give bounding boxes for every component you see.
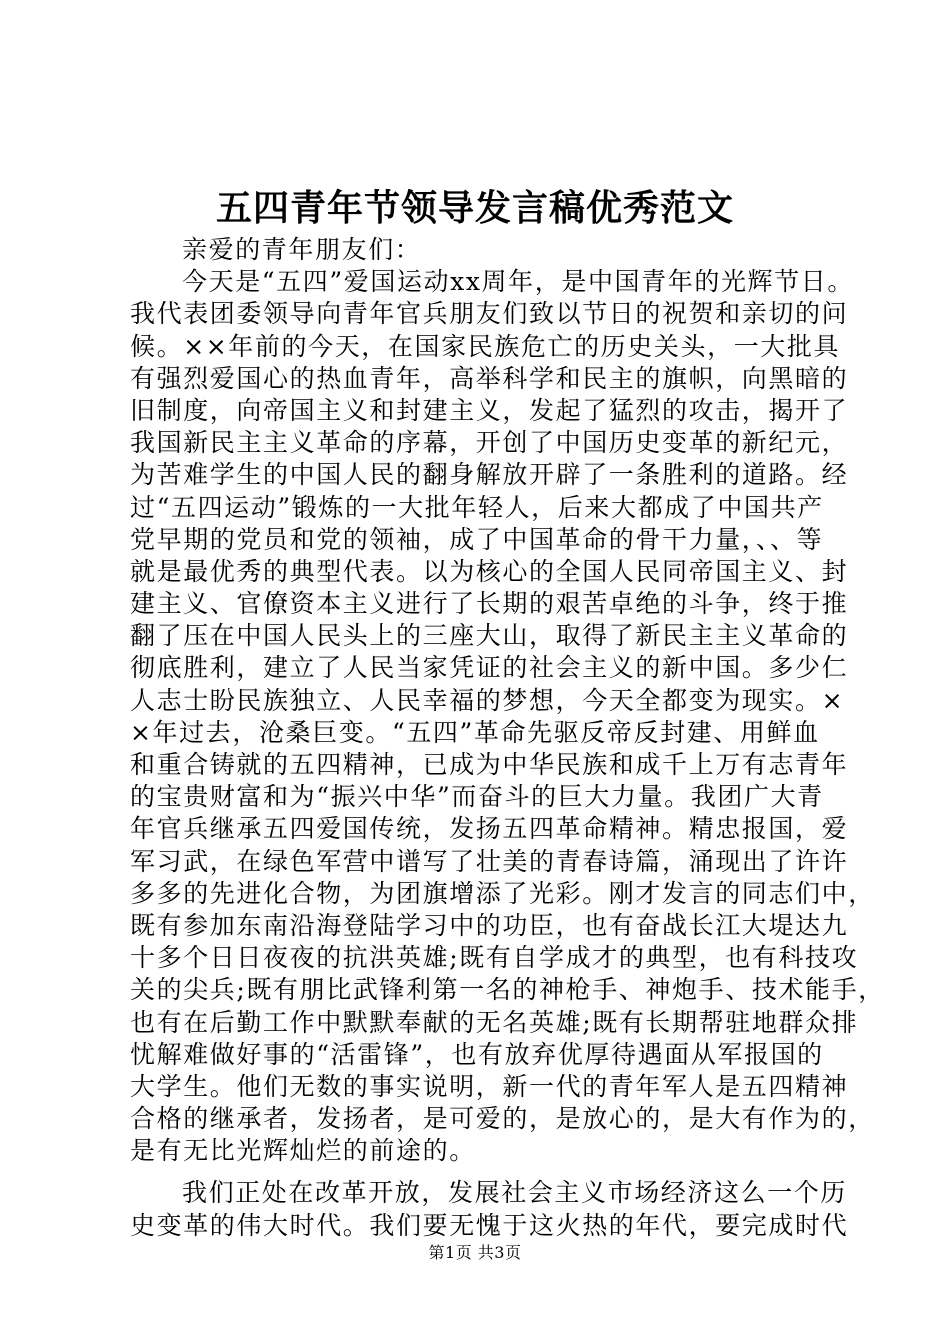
text-line: 也有在后勤工作中默默奉献的无名英雄;既有长期帮驻地群众排: [130, 1007, 859, 1037]
text-line: 翻了压在中国人民头上的三座大山，取得了新民主主义革命的: [130, 621, 849, 651]
text-line: 建主义、官僚资本主义进行了长期的艰苦卓绝的斗争，终于推: [130, 589, 849, 619]
text-line: 年官兵继承五四爱国传统，发扬五四革命精神。精忠报国，爱: [130, 814, 849, 844]
text-line: 为苦难学生的中国人民的翻身解放开辟了一条胜利的道路。经: [130, 460, 849, 490]
text-line: 我代表团委领导向青年官兵朋友们致以节日的祝贺和亲切的问: [130, 299, 849, 329]
text-line: 我们正处在改革开放，发展社会主义市场经济这么一个历: [182, 1178, 848, 1208]
text-line: 合格的继承者，发扬者，是可爱的，是放心的，是大有作为的，: [130, 1104, 875, 1134]
paragraph-2: [130, 1177, 849, 1241]
text-line: 过“五四运动”锻炼的一大批年轻人，后来大都成了中国共产: [130, 492, 824, 522]
text-line: ×年过去，沧桑巨变。“五四”革命先驱反帝反封建、用鲜血: [130, 717, 820, 747]
text-line: 彻底胜利，建立了人民当家凭证的社会主义的新中国。多少仁: [130, 653, 849, 683]
document-body: [130, 234, 885, 1242]
text-line: 是有无比光辉灿烂的前途的。: [130, 1136, 476, 1166]
text-line: 既有参加东南沿海登陆学习中的功臣，也有奋战长江大堤达九: [130, 910, 849, 940]
text-line: 旧制度，向帝国主义和封建主义，发起了猛烈的攻击，揭开了: [130, 395, 849, 425]
text-line: 多多的先进化合物，为团旗增添了光彩。刚才发言的同志们中，: [130, 878, 875, 908]
paragraph-1: [130, 266, 885, 1167]
text-line: 史变革的伟大时代。我们要无愧于这火热的年代，要完成时代: [130, 1210, 849, 1240]
text-line: 和重合铸就的五四精神，已成为中华民族和成千上万有志青年: [130, 750, 849, 779]
document-title: 五四青年节领导发言稿优秀范文: [215, 187, 734, 229]
text-line: 关的尖兵;既有朋比武锋利第一名的神枪手、神炮手、技术能手，: [130, 975, 885, 1005]
text-line: 大学生。他们无数的事实说明，新一代的青年军人是五四精神: [130, 1071, 849, 1101]
text-line: 忧解难做好事的“活雷锋”，也有放弃优厚待遇面从军报国的: [130, 1039, 824, 1069]
text-line: 的宝贵财富和为“振兴中华”而奋斗的巨大力量。我团广大青: [130, 782, 824, 812]
text-line: 军习武，在绿色军营中谱写了壮美的青春诗篇，涌现出了许许: [130, 846, 849, 876]
paragraph-gap: [130, 1167, 840, 1177]
text-line: 我国新民主主义革命的序幕，开创了中国历史变革的新纪元，: [130, 428, 849, 458]
text-line: 人志士盼民族独立、人民幸福的梦想，今天全都变为现实。×: [130, 685, 845, 715]
text-line: 十多个日日夜夜的抗洪英雄;既有自学成才的典型，也有科技攻: [130, 943, 859, 973]
text-line: 有强烈爱国心的热血青年，高举科学和民主的旗帜，向黑暗的: [130, 363, 849, 393]
page-footer: 第1页 共3页: [428, 1243, 522, 1262]
text-line: 候。××年前的今天，在国家民族危亡的历史关头，一大批具: [130, 331, 841, 361]
text-line: 党早期的党员和党的领袖，成了中国革命的骨干力量，、、等: [130, 524, 824, 554]
greeting-line: 亲爱的青年朋友们：: [182, 235, 422, 264]
text-line: 就是最优秀的典型代表。以为核心的全国人民同帝国主义、封: [130, 556, 849, 586]
text-line: 今天是“五四”爱国运动xx周年，是中国青年的光辉节日。: [182, 267, 854, 297]
